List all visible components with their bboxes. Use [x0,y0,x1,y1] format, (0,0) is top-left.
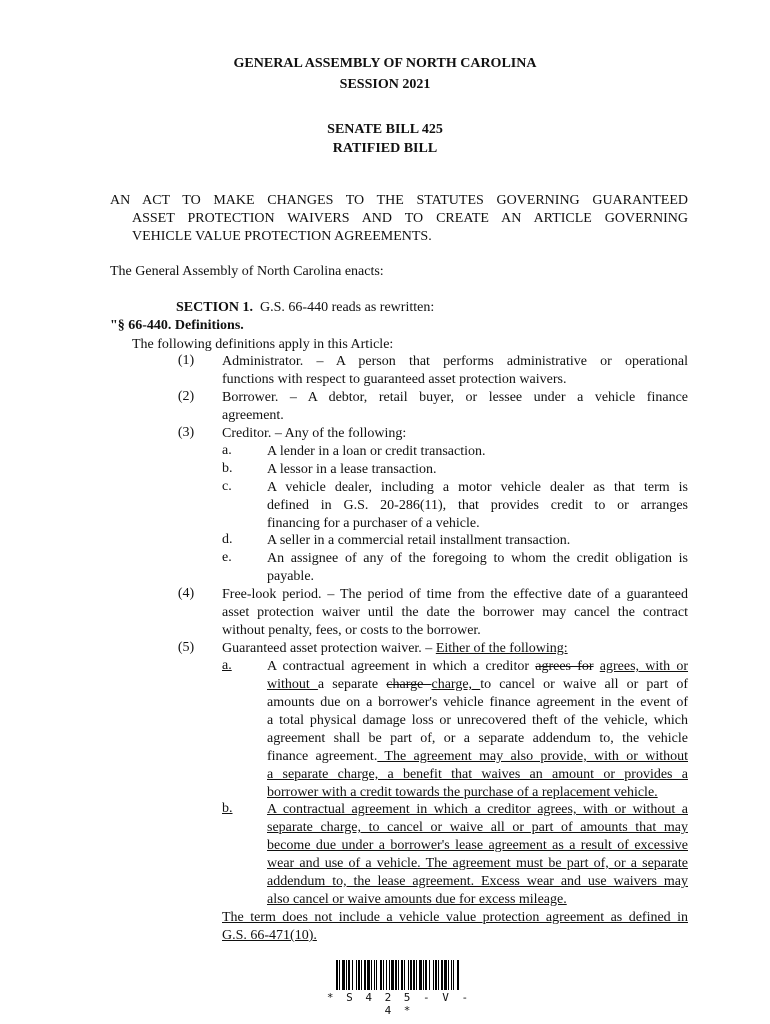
def-5-line-1 [222,640,568,658]
section-line [176,299,434,317]
barcode-bar [358,960,360,990]
inserted-text: charge, [431,677,481,692]
text-run: to cancel or waive all or part of [480,677,688,692]
def-3b: A lessor in a lease transaction. [267,462,437,477]
def-4-line-2: asset protection waiver until the date the borrower may cancel the contract [222,605,688,620]
barcode-bar [425,960,427,990]
barcode-bar [453,960,454,990]
enacting-clause: The General Assembly of North Carolina enacts: [110,264,384,279]
def-3e-line-2: payable. [267,569,315,584]
sub-letter: b. [222,461,233,476]
barcode-bar [448,960,449,990]
barcode-bar [398,960,399,990]
inserted-text: agrees, with or [599,659,689,674]
barcode-bar [395,960,397,990]
def-5b-line-3: become due under a borrower's lease agreement as a result of excessive [267,838,688,853]
act-title-line-2: ASSET PROTECTION WAIVERS AND TO CREATE AN ARTICLE GOVERNING [132,211,688,226]
section-text: G.S. 66-440 reads as rewritten: [260,300,435,315]
def-5a-line-4: a total physical damage loss or unrecovered theft of the vehicle, which [267,713,688,728]
bill-status: RATIFIED BILL [332,141,438,156]
text-run: A contractual agreement in which a creditor [267,659,536,674]
def-5a-line-1 [267,658,688,676]
def-3e-line-1: An assignee of any of the foregoing to whom the credit obligation is [267,551,688,566]
barcode-bar [401,960,403,990]
barcode-bar [376,960,377,990]
def-1-line-2: functions with respect to guaranteed asset protection waivers. [222,372,567,387]
deleted-text: agrees for [535,659,594,674]
barcode-bar [356,960,357,990]
sub-letter: e. [222,550,232,565]
def-5-lead: Guaranteed asset protection waiver. – [222,641,436,656]
session-heading: SESSION 2021 [339,77,431,92]
assembly-heading: GENERAL ASSEMBLY OF NORTH CAROLINA [233,56,537,71]
barcode-bar [441,960,443,990]
def-number: (5) [177,640,195,655]
barcode-bar [342,960,345,990]
barcode-bar [367,960,370,990]
inserted-text: The agreement may also provide, with or without [377,749,689,764]
def-number: (1) [177,353,195,368]
sub-letter: c. [222,479,232,494]
barcode-graphic [336,960,460,990]
barcode-bar [339,960,340,990]
def-5a-line-3: amounts due on a borrower's vehicle finance agreement in the event of [267,695,688,710]
deleted-text: charge [386,677,432,692]
def-3d: A seller in a commercial retail installment transaction. [267,533,571,548]
def-5a-line-2 [267,676,688,694]
term-exclusion-line-1: The term does not include a vehicle value protection agreement as defined in [222,910,688,925]
barcode-bar [380,960,382,990]
def-number: (4) [177,586,195,601]
barcode-bar [457,960,459,990]
barcode-bar [416,960,417,990]
def-5b-line-4: wear and use of a vehicle. The agreement must be part of, or a separate [267,856,688,871]
barcode-bar [336,960,338,990]
text-run: a separate [317,677,387,692]
def-3c-line-2: defined in G.S. 20-286(11), that provides credit to or arranges [267,498,688,513]
barcode-bar [386,960,387,990]
def-3c-line-1: A vehicle dealer, including a motor vehicle dealer as that term is [267,480,688,495]
def-5a-line-8: borrower with a credit towards the purchase of a replacement vehicle. [267,785,658,800]
def-4-line-3: without penalty, fees, or costs to the borrower. [222,623,481,638]
barcode-bar [444,960,447,990]
barcode-bar [413,960,415,990]
def-2-line-1: Borrower. – A debtor, retail buyer, or lessee under a vehicle finance [222,390,688,405]
inserted-text: Either of the following: [435,641,568,656]
bill-number: SENATE BILL 425 [327,122,443,137]
def-5a-line-6 [267,748,688,766]
barcode-bar [433,960,434,990]
barcode-bar [438,960,439,990]
def-5a-line-7: a separate charge, a benefit that waives an amount or provides a [267,767,688,782]
def-5b-line-5: addendum to, the lease agreement. Excess wear and use waivers may [267,874,688,889]
text-run: finance agreement. [267,749,378,764]
barcode-bar [346,960,347,990]
act-title-line-1: AN ACT TO MAKE CHANGES TO THE STATUTES GOVERNING GUARANTEED [110,193,688,208]
def-1-line-1: Administrator. – A person that performs administrative or operational [222,354,688,369]
def-3a: A lender in a loan or credit transaction. [267,444,486,459]
barcode-bar [410,960,412,990]
sub-letter: a. [222,658,232,673]
barcode-bar [423,960,424,990]
barcode-bar [429,960,430,990]
inserted-text: without [267,677,318,692]
def-3-line-1: Creditor. – Any of the following: [222,426,407,441]
sub-letter: a. [222,443,232,458]
def-5a-line-5: agreement shall be part of, or a separate addendum to, the vehicle [267,731,688,746]
barcode-bar [348,960,350,990]
sub-letter: b. [222,801,233,816]
def-5b-line-6: also cancel or waive amounts due for excess mileage. [267,892,567,907]
def-2-line-2: agreement. [222,408,284,423]
barcode-bar [419,960,422,990]
section-label: SECTION 1. [176,300,254,315]
act-title-line-3: VEHICLE VALUE PROTECTION AGREEMENTS. [132,229,432,244]
def-number: (2) [177,389,195,404]
barcode-bar [361,960,362,990]
barcode-bar [451,960,452,990]
barcode-bar [435,960,437,990]
def-5b-line-1: A contractual agreement in which a creditor agrees, with or without a [267,802,688,817]
term-exclusion-line-2: G.S. 66-471(10). [222,928,317,943]
barcode-bar [391,960,394,990]
barcode-bar [389,960,390,990]
barcode-bar [371,960,372,990]
barcode-bar [352,960,353,990]
def-number: (3) [177,425,195,440]
def-3c-line-3: financing for a purchaser of a vehicle. [267,516,480,531]
barcode-bar [374,960,375,990]
barcode-bar [383,960,384,990]
statute-heading: "§ 66-440. Definitions. [110,318,244,333]
barcode-bar [408,960,409,990]
def-4-line-1: Free-look period. – The period of time from the effective date of a guaranteed [222,587,688,602]
sub-letter: d. [222,532,233,547]
barcode-text: * S 4 2 5 - V - 4 * [326,991,472,1017]
barcode-bar [364,960,366,990]
barcode-bar [404,960,405,990]
def-5b-line-2: separate charge, to cancel or waive all or part of amounts that may [267,820,688,835]
definitions-intro: The following definitions apply in this Article: [132,337,394,352]
